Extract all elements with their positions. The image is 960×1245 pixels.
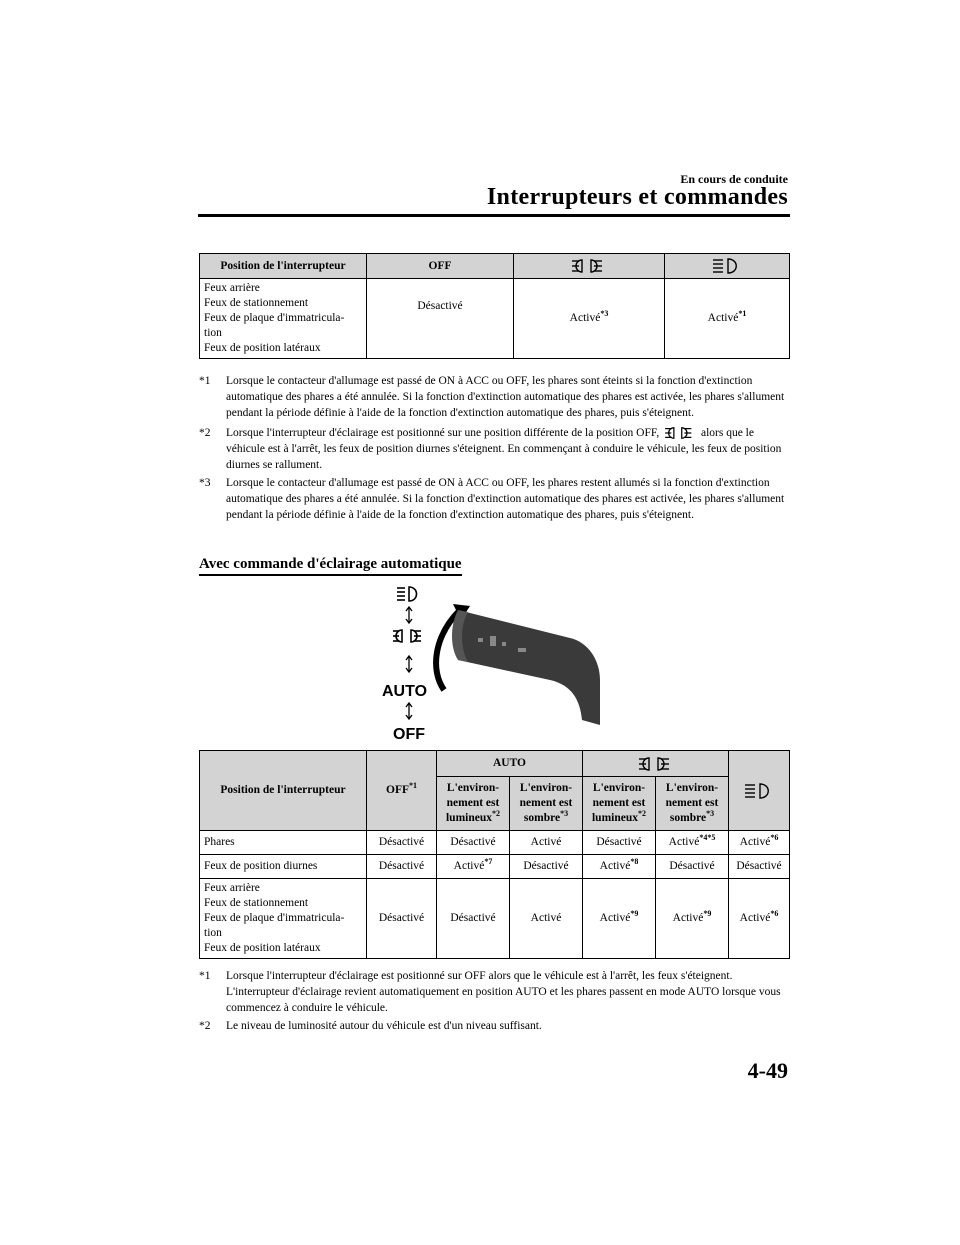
- table-cell: Activé$^{*9}$: [656, 879, 729, 959]
- row-label-tail-lights: Feux arrière Feux de stationnement Feux de plaque d'immatricula- tion Feux de position latéraux: [200, 279, 367, 359]
- col-auto: AUTO: [437, 751, 583, 777]
- cell-headlight: Activé$^{*1}$: [665, 279, 790, 359]
- footnote: *1 Lorsque le contacteur d'allumage est passé de ON à ACC ou OFF, les phares sont éteints si la fonction d'extinction automatique des phares a été annulée. Si la fonction d'extinction automatique des phares est activée, les phares s'allument pendant la période définie à l'aide de la fonction d'extinction automatique des phares, puis s'éteignent.: [199, 375, 785, 419]
- auto-label: AUTO: [382, 683, 428, 700]
- table-cell: Désactivé: [367, 831, 437, 855]
- table-cell: Désactivé: [367, 879, 437, 959]
- table-cell: Désactivé: [437, 831, 510, 855]
- off-label: OFF: [393, 726, 425, 740]
- up-down-arrow-icon: [406, 607, 412, 623]
- table-cell: Activé: [510, 831, 583, 855]
- parking-lights-icon: [393, 630, 421, 642]
- footnotes-1: [199, 373, 791, 525]
- table-row: [200, 879, 790, 959]
- subcol-auto-bright: L'environ- nement est lumineux$^{*2}$: [437, 777, 510, 831]
- subcol-parking-dark: L'environ- nement est sombre$^{*3}$: [656, 777, 729, 831]
- table-row: [200, 831, 790, 855]
- table-cell: Désactivé: [510, 855, 583, 879]
- footnote: *3 Lorsque le contacteur d'allumage est passé de ON à ACC ou OFF, les phares restent allumés si la fonction d'extinction automatique des phares a été annulée. Si la fonction d'extinction automatique des phares est activée, les phares s'allument pendant la période définie à l'aide de la fonction d'extinction automatique des phares, puis s'éteignent.: [199, 477, 785, 521]
- col-off: OFF$^{*1}$: [367, 751, 437, 831]
- page-title: Interrupteurs et commandes: [486, 184, 788, 210]
- col-parking: [514, 254, 665, 279]
- col-headlight: [665, 254, 790, 279]
- table-cell: Désactivé: [437, 879, 510, 959]
- col-switch-position: Position de l'interrupteur: [200, 751, 367, 831]
- headlight-icon: [397, 587, 417, 601]
- table-cell: Désactivé: [656, 855, 729, 879]
- footnotes-2: [199, 968, 791, 1036]
- table-cell: Désactivé: [583, 831, 656, 855]
- section-title: En cours de conduite: [680, 172, 788, 186]
- row-label: Feux arrière Feux de stationnement Feux de plaque d'immatricula- tion Feux de position latéraux: [200, 879, 367, 959]
- parking-lights-icon: [637, 756, 675, 772]
- cell-parking: Activé$^{*3}$: [514, 279, 665, 359]
- col-off: OFF: [367, 254, 514, 279]
- table-cell: Activé$^{*6}$: [729, 831, 790, 855]
- cell-off: Désactivé: [367, 279, 514, 359]
- col-headlight: [729, 751, 790, 831]
- stalk: [458, 610, 600, 725]
- up-down-arrow-icon: [406, 703, 412, 719]
- subcol-auto-dark: L'environ- nement est sombre$^{*3}$: [510, 777, 583, 831]
- subcol-parking-bright: L'environ- nement est lumineux$^{*2}$: [583, 777, 656, 831]
- table-row: [200, 855, 790, 879]
- col-switch-position: Position de l'interrupteur: [200, 254, 367, 279]
- headlight-icon: [743, 783, 775, 799]
- table-cell: Activé$^{*4*5}$: [656, 831, 729, 855]
- footnote: *2 Le niveau de luminosité autour du véhicule est d'un niveau suffisant.: [199, 1020, 542, 1032]
- row-label: Feux de position diurnes: [200, 855, 367, 879]
- col-parking: [583, 751, 729, 777]
- page-number: 4-49: [747, 1058, 788, 1083]
- parking-lights-icon: [570, 258, 608, 274]
- footnote: *2 Lorsque l'interrupteur d'éclairage est positionné sur une position différente de la position OFF, alors que le véhicule est à l'arrêt, les feux de position diurnes s'éteignent. En commençant à conduire le véhicule, les feux de position diurnes se rallument.: [199, 427, 782, 471]
- headlight-icon: [711, 258, 743, 274]
- light-switch-figure: [360, 580, 610, 740]
- footnote: *1 Lorsque l'interrupteur d'éclairage est positionné sur OFF alors que le véhicule est à l'arrêt, les feux s'éteignent. L'interrupteur d'éclairage revient automatiquement en position AUTO et les phares passent en mode AUTO lorsque vous commencez à conduire le véhicule.: [199, 970, 781, 1014]
- table-cell: Activé: [510, 879, 583, 959]
- table-cell: Désactivé: [367, 855, 437, 879]
- table-cell: Désactivé: [729, 855, 790, 879]
- parking-lights-icon: [662, 426, 698, 440]
- header-rule: [198, 214, 790, 217]
- lighting-table-manual: [199, 253, 790, 359]
- row-label: Phares: [200, 831, 367, 855]
- section-heading: Avec commande d'éclairage automatique: [199, 556, 462, 576]
- lighting-table-auto: [199, 750, 790, 959]
- table-cell: Activé$^{*6}$: [729, 879, 790, 959]
- up-down-arrow-icon: [406, 656, 412, 672]
- table-cell: Activé$^{*8}$: [583, 855, 656, 879]
- table-cell: Activé$^{*7}$: [437, 855, 510, 879]
- table-cell: Activé$^{*9}$: [583, 879, 656, 959]
